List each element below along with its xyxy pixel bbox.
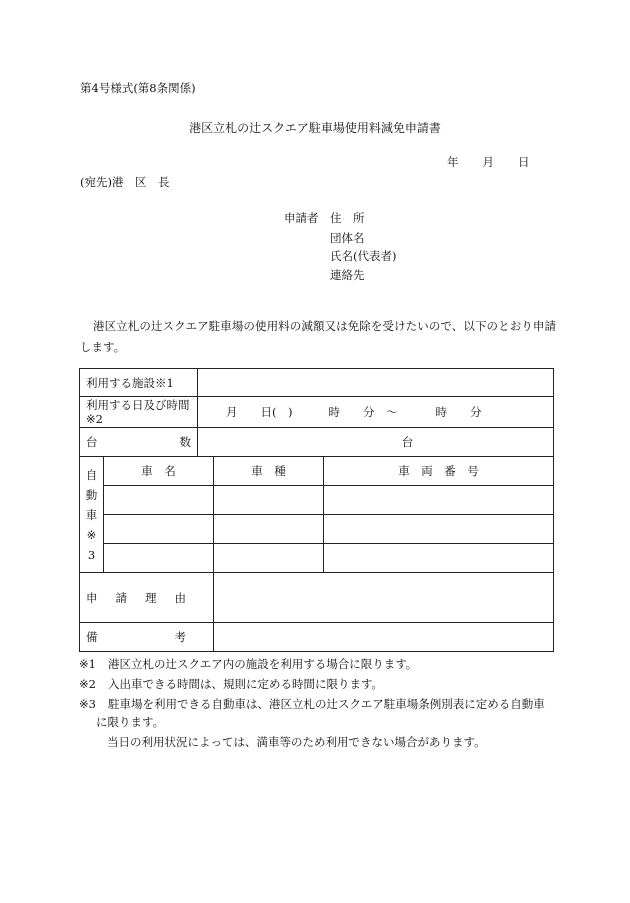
datetime-month: 月 <box>226 405 238 419</box>
vehicle-type-header: 車 種 <box>214 457 324 486</box>
vehicle-type-cell[interactable] <box>214 515 324 544</box>
datetime-row <box>80 397 554 428</box>
vehicle-name-cell[interactable] <box>104 515 214 544</box>
vehicle-row <box>80 486 554 515</box>
vehicle-name-cell[interactable] <box>104 544 214 573</box>
vehicle-plate-cell[interactable] <box>324 486 554 515</box>
facility-field[interactable] <box>198 369 554 397</box>
facility-label: 利用する施設※1 <box>80 369 198 397</box>
facility-row <box>80 369 554 397</box>
count-field[interactable] <box>198 428 554 457</box>
count-row <box>80 428 554 457</box>
vehicle-label-char: 3 <box>87 547 96 562</box>
vehicle-name-cell[interactable] <box>104 486 214 515</box>
datetime-hour-end: 時 <box>435 405 447 419</box>
datetime-field[interactable] <box>198 397 554 428</box>
vehicle-plate-header: 車 両 番 号 <box>324 457 554 486</box>
count-label: 台数 <box>80 428 198 457</box>
datetime-label <box>80 397 198 428</box>
datetime-minute-start: 分 ～ <box>363 405 398 419</box>
note-mark: ※3 <box>79 697 96 711</box>
date-line <box>447 157 530 169</box>
applicant-name-label: 氏名(代表者) <box>330 249 397 263</box>
request-statement: 港区立札の辻スクエア駐車場の使用料の減額又は免除を受けたいので、以下のとおり申請します。 <box>80 319 556 354</box>
applicant-organization-label: 団体名 <box>330 231 365 245</box>
datetime-label-line1: 利用する日及び時間 <box>86 398 190 412</box>
page-title: 港区立札の辻スクエア駐車場使用料減免申請書 <box>189 121 441 135</box>
vehicle-row <box>80 515 554 544</box>
note-1 <box>79 656 417 672</box>
note-text: 駐車場を利用できる自動車は、港区立札の辻スクエア駐車場条例別表に定める自動車 <box>107 697 545 711</box>
remarks-label: 備考 <box>86 630 186 644</box>
vehicle-type-cell[interactable] <box>214 486 324 515</box>
vehicle-label-char: ※ <box>86 527 97 542</box>
note-general: 当日の利用状況によっては、満車等のため利用できない場合があります。 <box>107 735 486 749</box>
vehicle-plate-cell[interactable] <box>324 544 554 573</box>
date-year: 年 <box>447 155 459 169</box>
datetime-label-line2: ※2 <box>86 412 103 426</box>
datetime-day: 日( ) <box>260 405 293 419</box>
reason-label-cell <box>80 573 214 623</box>
date-day: 日 <box>518 155 530 169</box>
addressee: (宛先)港 区 長 <box>80 175 170 189</box>
note-text: 入出車できる時間は、規則に定める時間に限ります。 <box>107 677 384 691</box>
count-unit: 台 <box>401 435 414 449</box>
reason-label: 申請理由 <box>86 590 186 605</box>
note-mark: ※2 <box>79 677 96 691</box>
remarks-row <box>80 623 554 652</box>
note-mark: ※1 <box>79 657 96 671</box>
vehicle-label-char: 車 <box>85 507 98 522</box>
vehicle-row <box>80 544 554 573</box>
remarks-field[interactable] <box>214 623 554 652</box>
remarks-label-cell <box>80 623 214 652</box>
reason-row <box>80 573 554 623</box>
vehicle-label-char: 自 <box>85 467 98 482</box>
vehicle-header-row <box>80 457 554 486</box>
vehicle-type-cell[interactable] <box>214 544 324 573</box>
vehicle-label <box>80 457 104 573</box>
form-number: 第4号様式(第8条関係) <box>80 81 196 95</box>
note-text: 港区立札の辻スクエア内の施設を利用する場合に限ります。 <box>107 657 418 671</box>
applicant-address-label: 住 所 <box>330 211 365 225</box>
applicant-contact-label: 連絡先 <box>330 268 365 282</box>
reason-field[interactable] <box>214 573 554 623</box>
note-2 <box>79 676 383 692</box>
date-month: 月 <box>482 155 494 169</box>
vehicle-name-header: 車 名 <box>104 457 214 486</box>
vehicle-plate-cell[interactable] <box>324 515 554 544</box>
datetime-hour-start: 時 <box>328 405 340 419</box>
applicant-label: 申請者 <box>284 211 319 225</box>
note-3 <box>79 696 545 712</box>
application-table <box>79 368 554 652</box>
note-3-continued: に限ります。 <box>96 715 165 729</box>
vehicle-label-char: 動 <box>85 487 98 502</box>
datetime-minute-end: 分 <box>470 405 482 419</box>
